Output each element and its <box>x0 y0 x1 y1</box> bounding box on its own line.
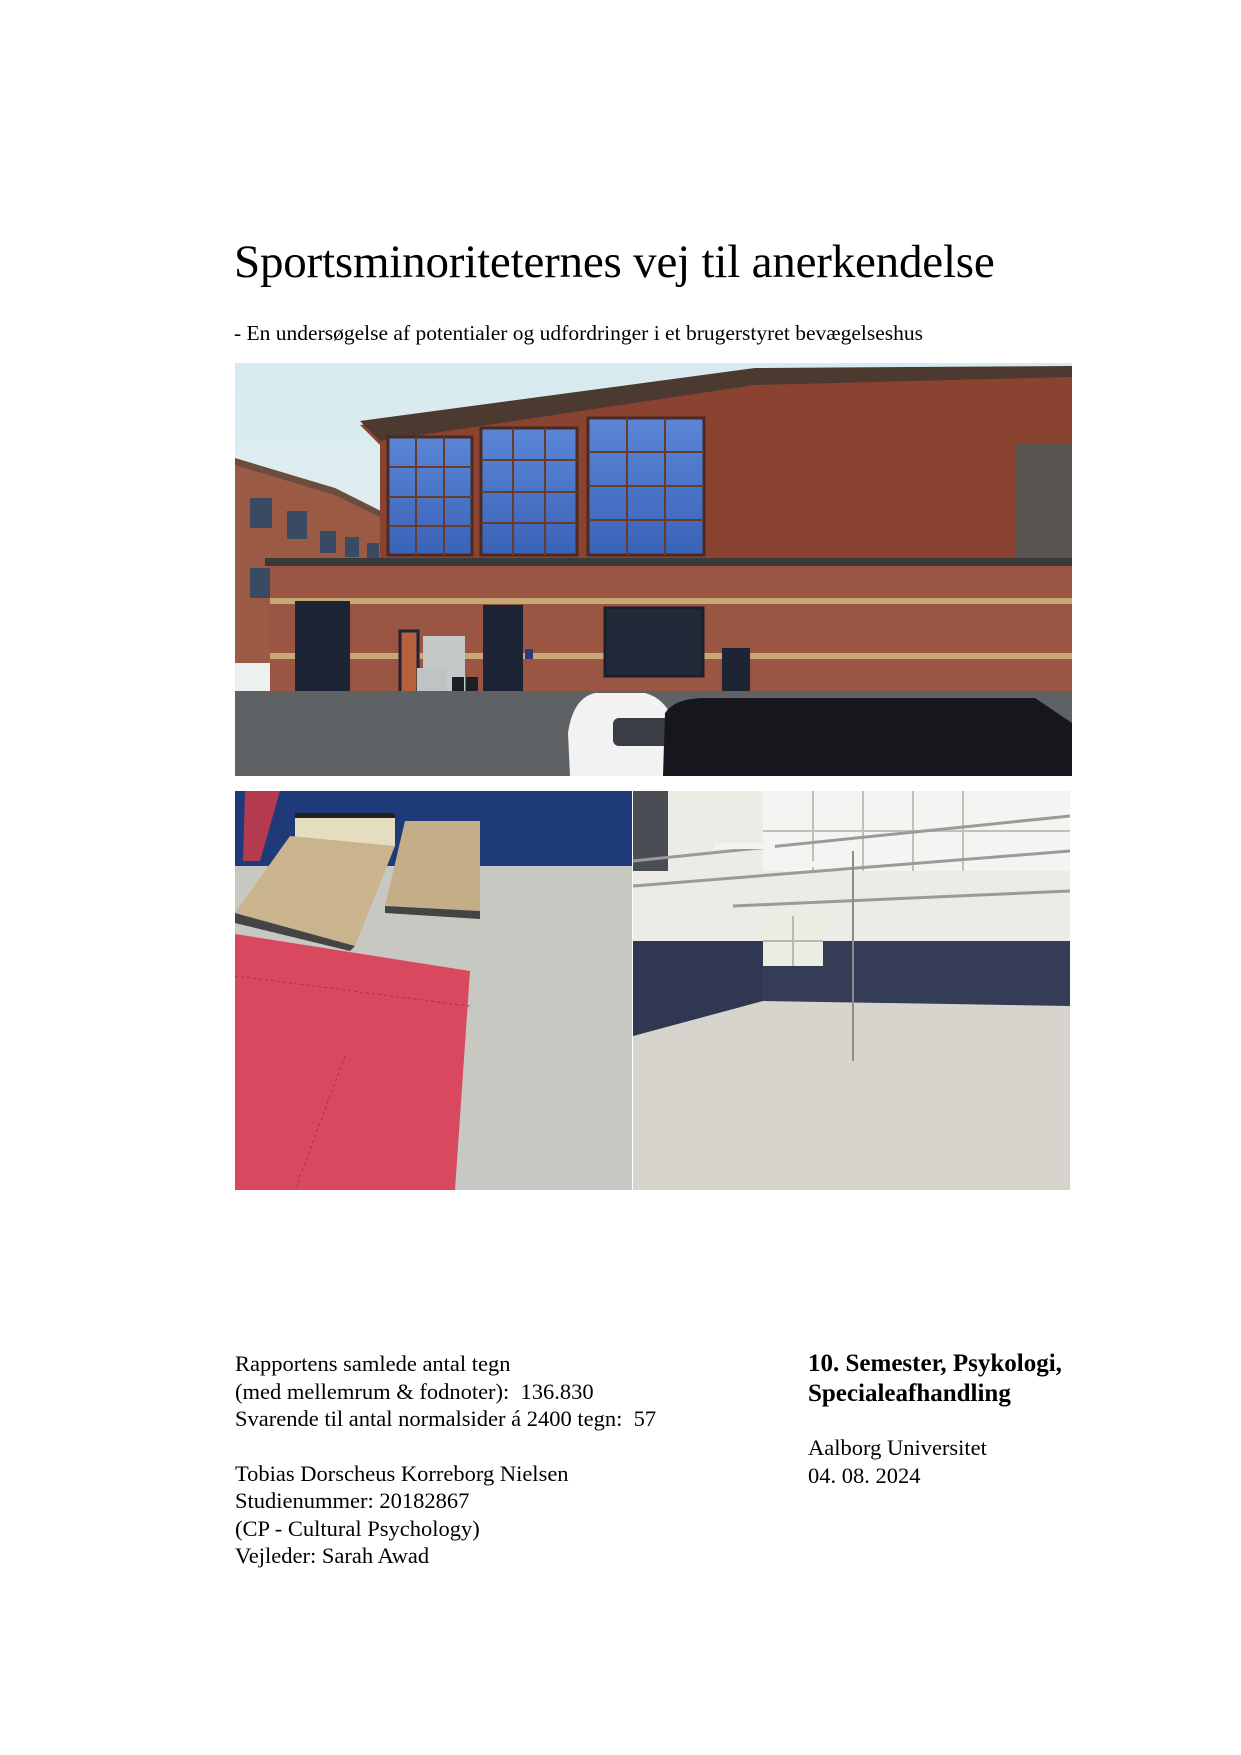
supervisor: Vejleder: Sarah Awad <box>235 1543 430 1568</box>
normal-pages-line: Svarende til antal normalsider á 2400 tegn: 57 <box>235 1406 657 1431</box>
report-metadata <box>235 1350 656 1570</box>
document-title: Sportsminoriteternes vej til anerkendelse <box>234 236 995 288</box>
skate-ramps-photo <box>235 791 632 1190</box>
university: Aalborg Universitet <box>808 1435 987 1460</box>
thesis-type: Specialeafhandling <box>808 1380 1011 1407</box>
semester-line: 10. Semester, Psykologi, <box>808 1350 1062 1377</box>
author-name: Tobias Dorscheus Korreborg Nielsen <box>235 1460 569 1486</box>
char-count-label: Rapportens samlede antal tegn <box>235 1351 511 1376</box>
date: 04. 08. 2024 <box>808 1462 921 1488</box>
char-count-line: (med mellemrum & fodnoter): 136.830 <box>235 1378 594 1404</box>
empty-hall-photo <box>633 791 1070 1190</box>
building-exterior-photo <box>235 363 1072 776</box>
document-subtitle: - En undersøgelse af potentialer og udfordringer i et brugerstyret bevægelseshus <box>234 321 923 345</box>
specialization: (CP - Cultural Psychology) <box>235 1515 480 1541</box>
thesis-metadata <box>808 1349 1062 1489</box>
student-number: Studienummer: 20182867 <box>235 1488 470 1513</box>
